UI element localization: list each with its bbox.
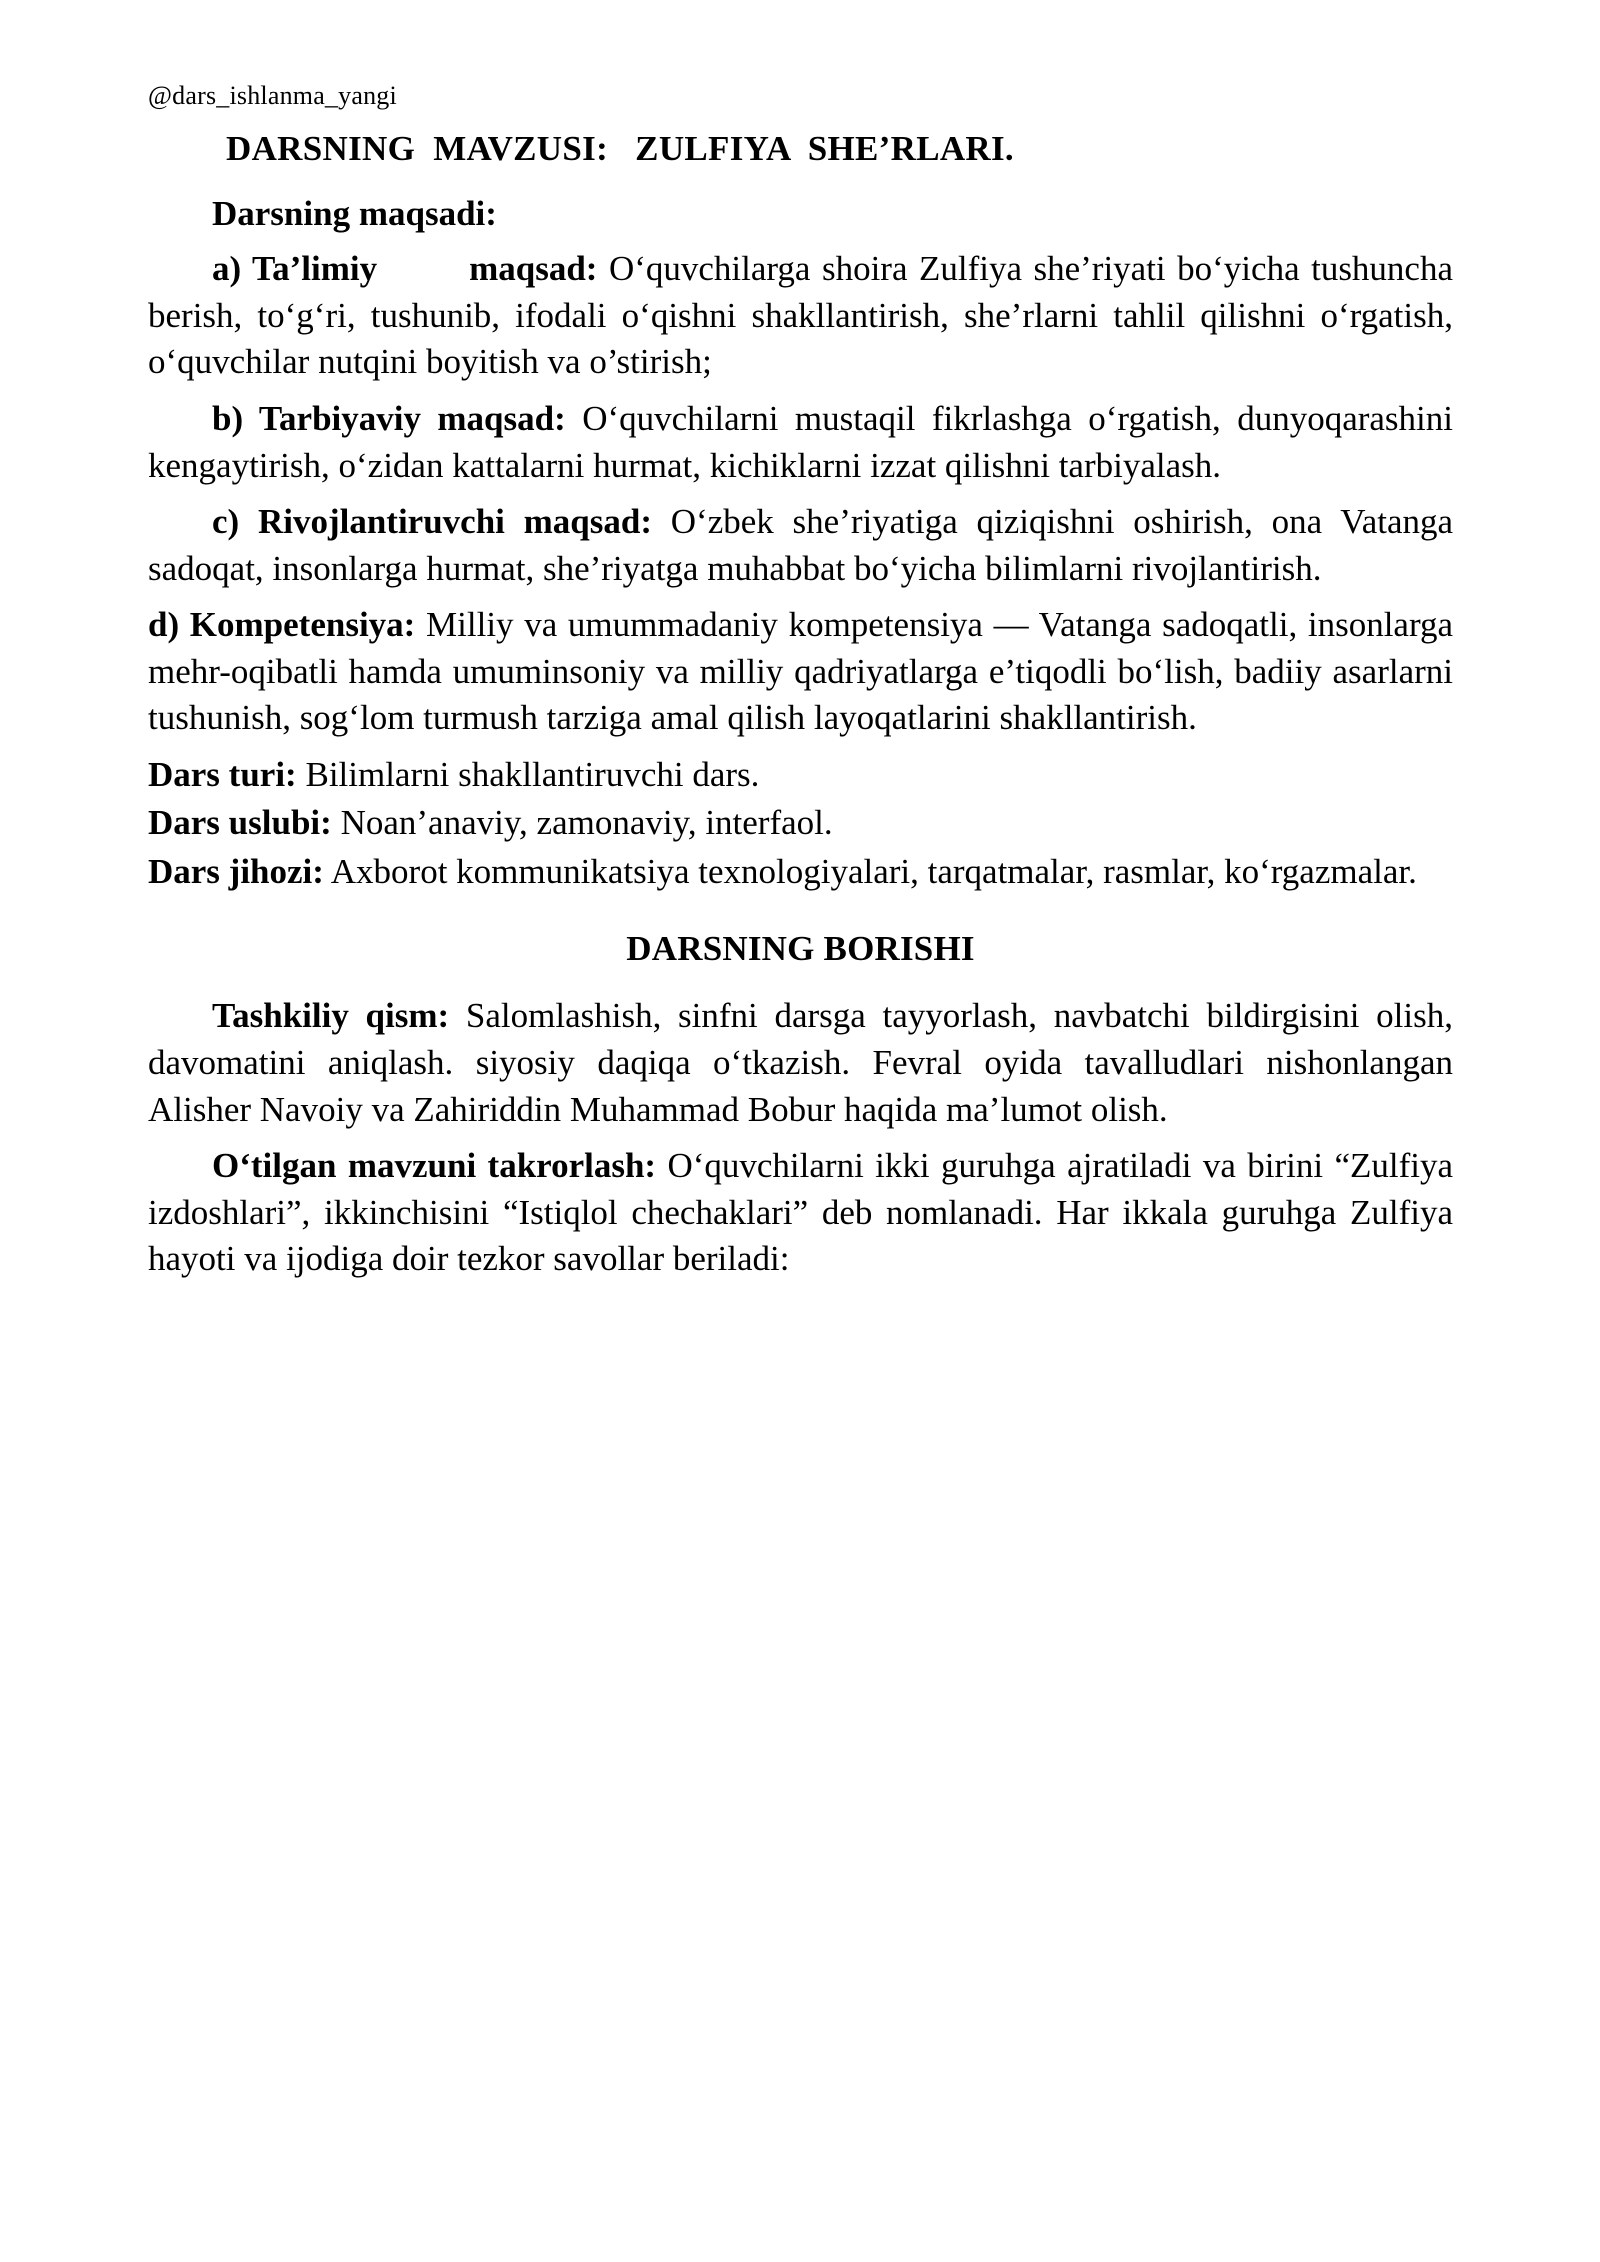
process-review-label: O‘tilgan mavzuni takrorlash: [212,1146,657,1186]
objective-a-label-cont: maqsad: [469,249,598,289]
objective-a-text: O‘quvchilarga shoira Zulfiya she’riyati bo‘yicha tushuncha berish, to‘g‘ri, tushunib, ifodali o‘qishni shakllantirish, she’rlarni tahlil qilishni o‘rgatish, o‘quvchilar nutqini boyitish va o’stirish; [148,249,1454,382]
detail-lesson-type-text: Bilimlarni shakllantiruvchi dars. [305,754,760,794]
objective-d-label: d) Kompetensiya: [148,605,416,645]
objective-b-text: O‘quvchilarni mustaqil fikrlashga o‘rgatish, dunyoqarashini kengaytirish, o‘zidan kattalarni hurmat, kichiklarni izzat qilishni tarbiyalash. [148,398,1454,485]
detail-lesson-method-text: Noan’anaviy, zamonaviy, interfaol. [340,803,833,843]
process-organizational-text: Salomlashish, sinfni darsga tayyorlash, navbatchi bildirgisini olish, davomatini aniqlash. siyosiy daqiqa o‘tkazish. Fevral oyida tavalludlari nishonlangan Alisher Navoiy va Zahiriddin Muhammad Bobur haqida ma’lumot olish. [148,996,1453,1129]
objective-a [148,246,1453,386]
detail-lesson-equipment-label: Dars jihozi: [148,851,324,891]
detail-lesson-equipment-text: Axborot kommunikatsiya texnologiyalari, tarqatmalar, rasmlar, ko‘rgazmalar. [330,851,1417,891]
objective-c-text: O‘zbek she’riyatiga qiziqishni oshirish, ona Vatanga sadoqat, insonlarga hurmat, she’riyatga muhabbat bo‘yicha bilimlarni rivojlantirish. [148,502,1454,588]
page-title: DARSNING MAVZUSI: ZULFIYA SHE’RLARI. [226,128,1014,168]
objective-d [148,602,1453,742]
document-content [148,82,1453,1293]
detail-lesson-equipment [148,849,1453,896]
process-review-text: O‘quvchilarni ikki guruhga ajratiladi va birini “Zulfiya izdoshlari”, ikkinchisini “Istiqlol chechaklari” deb nomlanadi. Har ikkala guruhga Zulfiya hayoti va ijodiga doir tezkor savollar beriladi: [148,1146,1454,1279]
lesson-goal-heading: Darsning maqsadi: [212,194,497,234]
detail-lesson-method [148,800,1453,847]
objective-c [148,499,1453,592]
process-organizational-part [148,993,1453,1133]
objective-b-label: b) Tarbiyaviy maqsad: [212,398,566,438]
detail-lesson-type [148,752,1453,799]
process-organizational-label: Tashkiliy qism: [212,996,450,1036]
objective-a-label: a) Ta’limiy [212,249,378,289]
detail-lesson-type-label: Dars turi: [148,754,297,794]
process-review-part [148,1143,1453,1283]
objective-c-label: c) Rivojlantiruvchi maqsad: [212,502,653,542]
process-heading: DARSNING BORISHI [626,929,975,969]
detail-lesson-method-label: Dars uslubi: [148,803,332,843]
objective-d-text: Milliy va umummadaniy kompetensiya — Vatanga sadoqatli, insonlarga mehr-oqibatli hamda umuminsoniy va milliy qadriyatlarga e’tiqodli bo‘lish, badiiy asarlarni tushunish, sog‘lom turmush tarziga amal qilish layoqatlarini shakllantirish. [148,605,1454,738]
watermark-handle: @dars_ishlanma_yangi [148,81,397,110]
objective-b [148,396,1453,489]
